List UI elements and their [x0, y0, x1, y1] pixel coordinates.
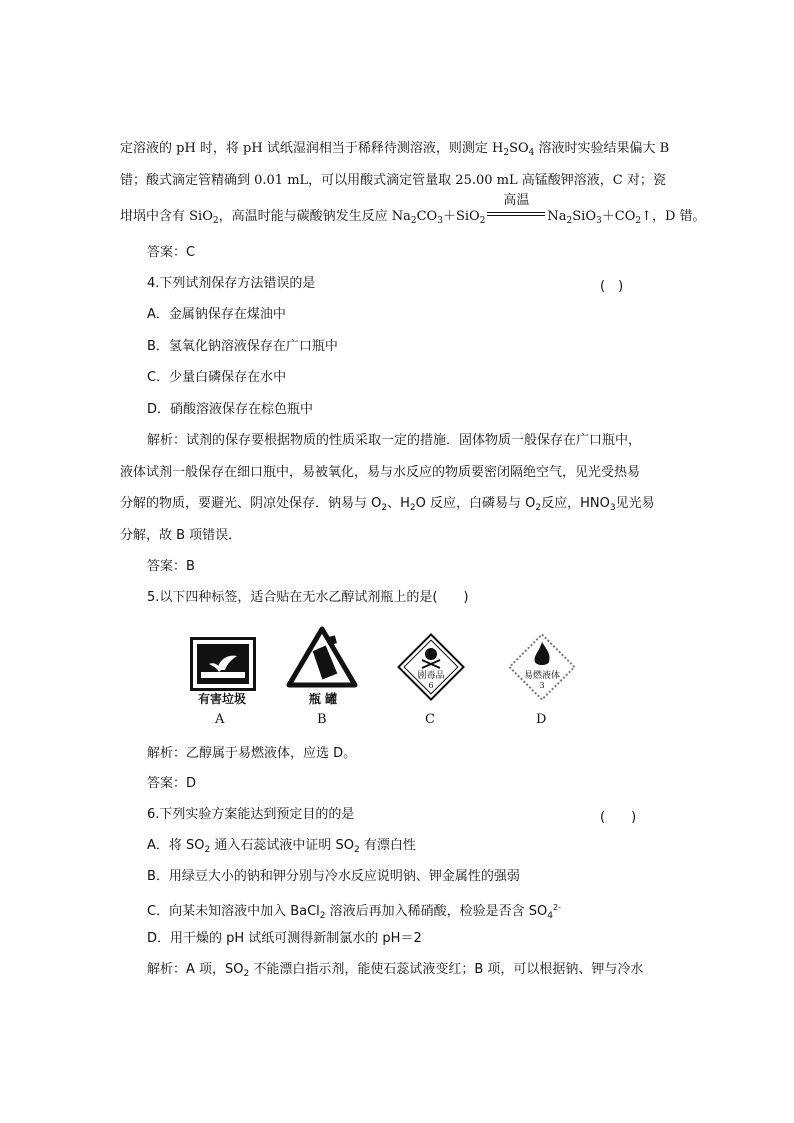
q4-option-a: A．金属钠保存在煤油中	[147, 307, 286, 322]
label-a-harmful-waste	[190, 637, 256, 691]
answer-q5: 答案：D	[147, 776, 197, 791]
q4-option-c: C．少量白磷保存在水中	[147, 370, 287, 385]
q4-answer-paren: ( )	[600, 279, 624, 294]
label-b-caption: 瓶 罐	[308, 692, 338, 706]
label-c-number: 6	[428, 681, 434, 690]
q4-analysis-3: 分解的物质，要避光、阴凉处保存．钠易与 $O_2$、$H_2O$ 反应，白磷易与 $O_2$反应，$HNO_3$见光易	[120, 496, 655, 513]
q4-analysis-2: 液体试剂一般保存在细口瓶中，易被氧化，易与水反应的物质要密闭隔绝空气，见光受热易	[120, 465, 641, 480]
recycle-triangle-icon	[286, 626, 358, 688]
reaction-condition: 高温	[503, 193, 530, 208]
label-c-caption: 剧毒品	[417, 671, 445, 681]
q4-analysis-1: 解析：试剂的保存要根据物质的性质采取一定的措施．固体物质一般保存在广口瓶中，	[147, 433, 642, 448]
label-c-toxic	[394, 630, 468, 708]
flame-icon	[505, 630, 579, 704]
q6-option-d: D．用干燥的 pH 试纸可测得新制氯水的 pH＝2	[147, 931, 422, 946]
q4-option-b: B．氢氧化钠溶液保存在广口瓶中	[147, 339, 338, 354]
answer-q3: 答案：C	[147, 245, 196, 260]
label-d-letter: D	[536, 712, 547, 727]
label-d-flammable	[505, 630, 579, 708]
q6-option-c: C．向某未知溶液中加入 BaCl$_2$ 溶液后再加入稀硝酸，检验是否含 $SO_4^{2-}$	[147, 903, 561, 921]
explanation-line-1: 定溶液的 pH 时，将 pH 试纸湿润相当于稀释待测溶液，则测定 $H_2SO_4$ 溶液时实验结果偏大 B	[120, 141, 670, 158]
q4-option-d: D．硝酸溶液保存在棕色瓶中	[147, 402, 314, 417]
explanation-line-3: 坩埚中含有 SiO$_2$，高温时能与碳酸钠发生反应 $Na_2CO_3+SiO_2$ 高温 $Na_2SiO_3+CO_2↑$，D 错。	[120, 193, 706, 226]
label-a-caption: 有害垃圾	[197, 692, 246, 706]
label-d-number: 3	[539, 681, 545, 690]
explanation-line-2: 错；酸式滴定管精确到 0.01 mL，可以用酸式滴定管量取 25.00 mL 高锰酸钾溶液，C 对；瓷	[120, 173, 666, 188]
label-d-caption: 易燃液体	[523, 671, 560, 681]
reaction-condition-arrow	[485, 193, 547, 222]
trash-bin-icon	[197, 644, 249, 684]
label-c-letter: C	[425, 712, 435, 727]
label-b-recycle	[286, 626, 358, 692]
q5-analysis: 解析：乙醇属于易燃液体，应选 D。	[147, 746, 357, 761]
q6-answer-paren: ( )	[600, 810, 637, 825]
q4-stem: 4.下列试剂保存方法错误的是	[147, 276, 316, 291]
q6-option-a: A．将 $SO_2$ 通入石蕊试液中证明 $SO_2$ 有漂白性	[147, 838, 416, 855]
label-b-letter: B	[317, 712, 327, 727]
q6-analysis: 解析：A 项，$SO_2$ 不能漂白指示剂，能使石蕊试液变红；B 项，可以根据钠、钾与冷水	[147, 962, 644, 979]
skull-crossbones-icon	[394, 630, 468, 704]
q6-option-b: B．用绿豆大小的钠和钾分别与冷水反应说明钠、钾金属性的强弱	[147, 869, 520, 884]
answer-q4: 答案：B	[147, 559, 195, 574]
q6-stem: 6.下列实验方案能达到预定目的的是	[147, 807, 355, 822]
label-a-letter: A	[215, 712, 225, 727]
q4-analysis-4: 分解，故 B 项错误．	[120, 528, 242, 543]
q5-stem: 5.以下四种标签，适合贴在无水乙醇试剂瓶上的是( )	[147, 590, 469, 605]
